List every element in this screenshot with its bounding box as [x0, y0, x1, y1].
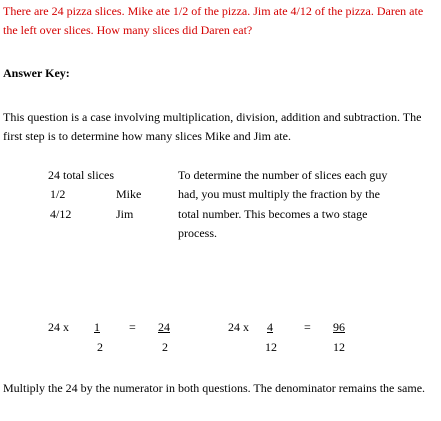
equation-2-denominator: 12	[265, 340, 277, 354]
equation-1-result-numerator: 24	[158, 320, 170, 334]
equation-2-multiplier: 24 x	[228, 320, 249, 334]
total-slices-label: 24 total slices	[48, 168, 114, 182]
note-line-2: had, you must multiply the fraction by the	[178, 187, 380, 201]
equation-1-equals: =	[129, 320, 136, 334]
mike-fraction: 1/2	[50, 187, 66, 201]
conclusion-text: Multiply the 24 by the numerator in both questions. The denominator remains the same.	[3, 381, 426, 395]
equation-2-numerator: 4	[267, 320, 273, 334]
equation-1-multiplier: 24 x	[48, 320, 69, 334]
equation-2-result-numerator: 96	[333, 320, 345, 334]
question-text: There are 24 pizza slices. Mike ate 1/2 of the pizza. Jim ate 4/12 of the pizza. Daren ate the left over slices. How many slices did Daren eat?	[3, 4, 424, 37]
note-line-1: To determine the number of slices each guy	[178, 168, 388, 182]
equation-1-numerator: 1	[94, 320, 100, 334]
jim-name: Jim	[116, 207, 134, 221]
answer-key-heading: Answer Key:	[3, 66, 70, 80]
equation-1-denominator: 2	[97, 340, 103, 354]
equation-2-result-denominator: 12	[333, 340, 345, 354]
jim-fraction: 4/12	[50, 207, 72, 221]
mike-name: Mike	[116, 187, 142, 201]
explanation-text: This question is a case involving multiplication, division, addition and subtraction. The first step is to determine how many slices Mike and Jim ate.	[3, 110, 422, 143]
note-line-4: process.	[178, 226, 217, 240]
note-line-3: total number. This becomes a two stage	[178, 207, 368, 221]
equation-2-equals: =	[304, 320, 311, 334]
equation-1-result-denominator: 2	[162, 340, 168, 354]
